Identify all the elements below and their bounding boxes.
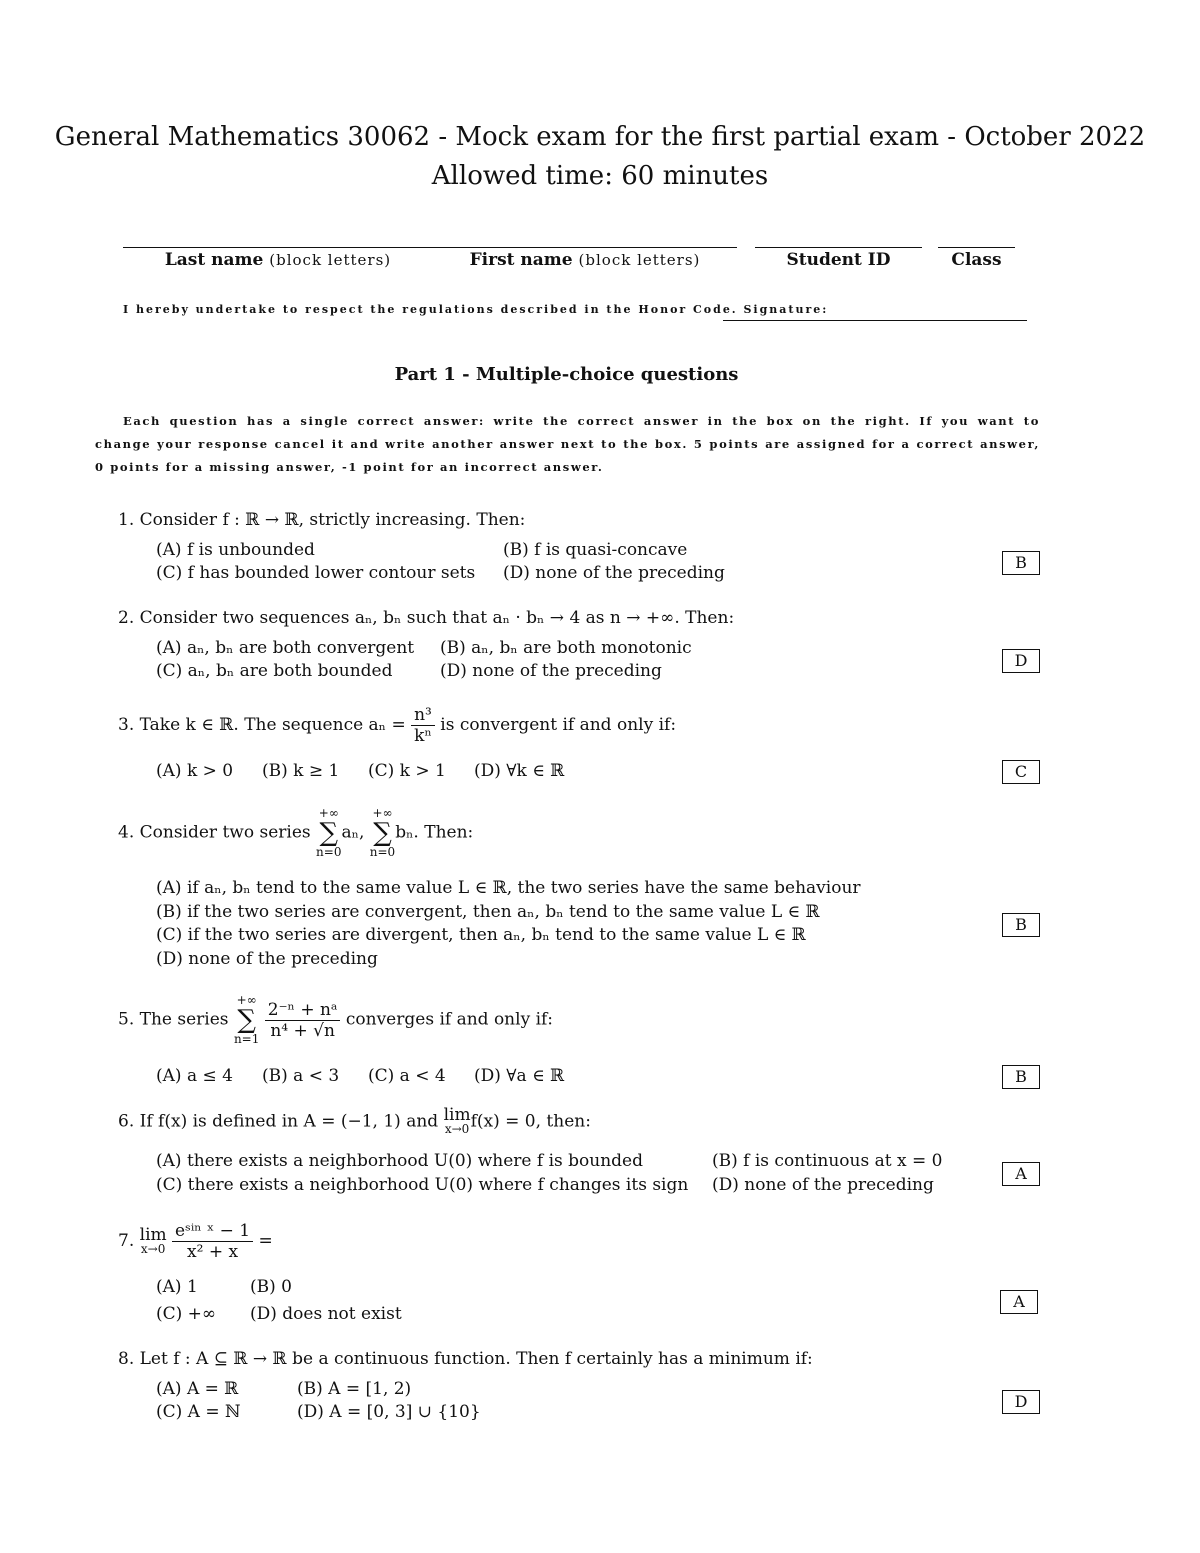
option-6d: (D) none of the preceding [712,1175,934,1195]
question-2: 2. Consider two sequences aₙ, bₙ such that aₙ · bₙ → 4 as n → +∞. Then: [118,608,735,628]
option-7b: (B) 0 [250,1277,292,1297]
limit: lim x→0 [443,1105,471,1136]
option-1b: (B) f is quasi-concave [503,540,688,560]
summation: +∞ ∑ n=0 [316,806,342,859]
option-6a: (A) there exists a neighborhood U(0) where f is bounded [156,1151,643,1171]
option-8d: (D) A = [0, 3] ∪ {10} [297,1402,481,1422]
option-2b: (B) aₙ, bₙ are both monotonic [440,638,692,658]
option-5b: (B) a < 3 [262,1066,340,1086]
option-7a: (A) 1 [156,1277,198,1297]
option-4c: (C) if the two series are divergent, then aₙ, bₙ tend to the same value L ∈ ℝ [156,925,806,945]
student-id-line [755,247,922,248]
student-id-label: Student ID [786,250,891,270]
option-8c: (C) A = ℕ [156,1402,241,1422]
option-8a: (A) A = ℝ [156,1379,239,1399]
question-1: 1. Consider f : ℝ → ℝ, strictly increasing. Then: [118,510,526,530]
option-7c: (C) +∞ [156,1304,217,1324]
question-5: 5. The series +∞ ∑ n=1 $\frac{\text{2⁻ⁿ + nᵃ}}{\text{n⁴ + √n}}$ converges if and only if: [118,993,554,1046]
answer-box-8[interactable]: D [1002,1390,1040,1414]
exam-title: General Mathematics 30062 - Mock exam for the first partial exam - October 2022 [54,122,1146,152]
question-8: 8. Let f : A ⊆ ℝ → ℝ be a continuous function. Then f certainly has a minimum if: [118,1349,813,1369]
name-line [123,247,737,248]
class-line [938,247,1015,248]
option-6c: (C) there exists a neighborhood U(0) where f changes its sign [156,1175,689,1195]
honor-code-text: I hereby undertake to respect the regulations described in the Honor Code. Signature: [123,303,829,316]
option-3c: (C) k > 1 [368,761,446,781]
option-6b: (B) f is continuous at x = 0 [712,1151,943,1171]
option-1a: (A) f is unbounded [156,540,315,560]
option-5c: (C) a < 4 [368,1066,446,1086]
summation: +∞ ∑ n=0 [369,806,396,859]
option-3a: (A) k > 0 [156,761,234,781]
signature-line [723,320,1027,321]
option-4a: (A) if aₙ, bₙ tend to the same value L ∈ ℝ, the two series have the same behaviour [156,878,861,898]
answer-box-4[interactable]: B [1002,913,1040,937]
option-5a: (A) a ≤ 4 [156,1066,233,1086]
answer-box-7[interactable]: A [1000,1290,1038,1314]
fraction: $\frac{\text{eˢⁱⁿ ˣ − 1}}{\text{x² + x}}$ [172,1221,253,1262]
fraction: $\frac{\text{n³}}{\text{kⁿ}}$ [411,705,435,746]
option-3b: (B) k ≥ 1 [262,761,340,781]
answer-box-3[interactable]: C [1002,760,1040,784]
limit: lim x→0 [139,1224,167,1256]
option-8b: (B) A = [1, 2) [297,1379,412,1399]
option-5d: (D) ∀a ∈ ℝ [474,1066,565,1086]
instructions: Each question has a single correct answer: write the correct answer in the box on the right. If you want to change your response cancel it and write another answer next to the box. 5 points are assigned for a correct answer, 0 points for a missing answer, -1 point for an incorrect answer. [95,414,1040,474]
option-7d: (D) does not exist [250,1304,402,1324]
question-4: 4. Consider two series +∞ ∑ n=0 aₙ, +∞ ∑ n=0 bₙ. Then: [118,806,474,859]
question-6: 6. If f(x) is defined in A = (−1, 1) and lim x→0 f(x) = 0, then: [118,1105,591,1136]
class-label: Class [951,250,1002,270]
option-2d: (D) none of the preceding [440,661,662,681]
part-title: Part 1 - Multiple-choice questions [394,364,739,385]
option-1c: (C) f has bounded lower contour sets [156,563,476,583]
answer-box-2[interactable]: D [1002,649,1040,673]
last-name-label: Last name (block letters) [164,250,392,270]
option-1d: (D) none of the preceding [503,563,725,583]
allowed-time: Allowed time: 60 minutes [431,161,769,191]
option-2c: (C) aₙ, bₙ are both bounded [156,661,393,681]
answer-box-1[interactable]: B [1002,551,1040,575]
option-4b: (B) if the two series are convergent, then aₙ, bₙ tend to the same value L ∈ ℝ [156,902,820,922]
first-name-label: First name (block letters) [469,250,701,270]
question-7: 7. lim x→0 $\frac{\text{eˢⁱⁿ ˣ − 1}}{\text{x² + x}}$ = [118,1221,273,1262]
answer-box-6[interactable]: A [1002,1162,1040,1186]
option-4d: (D) none of the preceding [156,949,378,969]
fraction: $\frac{\text{2⁻ⁿ + nᵃ}}{\text{n⁴ + √n}}$ [265,1000,341,1041]
option-2a: (A) aₙ, bₙ are both convergent [156,638,415,658]
option-3d: (D) ∀k ∈ ℝ [474,761,565,781]
question-3: 3. Take k ∈ ℝ. The sequence aₙ = $\frac{\text{n³}}{\text{kⁿ}}$ is convergent if and only if: [118,705,677,746]
answer-box-5[interactable]: B [1002,1065,1040,1089]
summation: +∞ ∑ n=1 [233,993,260,1046]
